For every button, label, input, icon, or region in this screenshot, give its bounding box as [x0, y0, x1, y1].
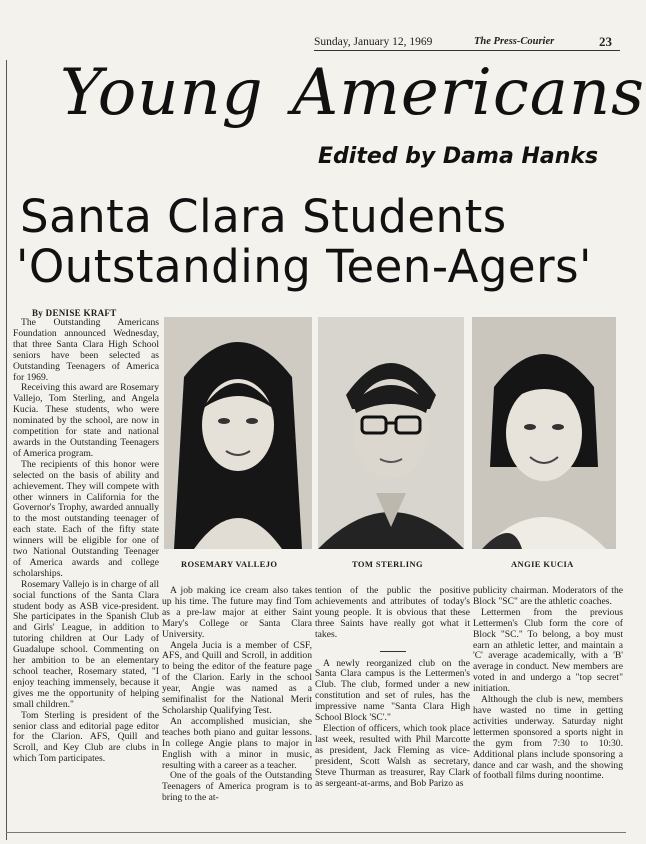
article-paragraph: An accomplished musician, she teaches both piano and guitar lessons. In college Angie plans to major in English with a minor in music, resulting with a career as a teacher.: [162, 715, 312, 771]
page-header-line: [314, 36, 620, 50]
page-number: 23: [599, 34, 612, 49]
portrait-photo-rosemary-vallejo: [164, 317, 312, 549]
article-byline: By DENISE KRAFT: [32, 308, 117, 318]
headline-line-2: 'Outstanding Teen-Agers': [16, 240, 592, 293]
masthead-word-americans: Americans: [292, 56, 645, 130]
bottom-rule: [6, 832, 626, 833]
column-rule: [6, 60, 7, 840]
issue-date: Sunday, January 12, 1969: [314, 36, 433, 48]
article-paragraph: The recipients of this honor were selected on the basis of ability and achievement. They will compete with other winners in California for the Governor's Trophy, awarded annually to the most outstanding teenager of each state. Each of the fifty state winners will be eligible for one of two National Outstanding Teenager of America awards and college scholarships.: [13, 458, 159, 579]
section-masthead: [60, 56, 645, 140]
newspaper-name: The Press-Courier: [474, 36, 555, 47]
article-column-2: [162, 586, 312, 804]
article-paragraph: The Outstanding Americans Foundation announced Wednesday, that three Santa Clara High School seniors have been selected as Outstanding Teenagers of America for 1969.: [13, 317, 159, 383]
article-paragraph: Although the club is new, members have wasted no time in getting activities underway. Saturday night lettermen sponsored a sports night in the gym from 7:30 to 10:30. Additional plans include sponsoring a dance and car wash, and the showing of football films during noontime.: [473, 694, 623, 782]
article-paragraph: Lettermen from the previous Lettermen's Club form the core of Block "SC." To belong, a boy must earn an athletic letter, and maintain a 'C' average academically, with a 'B' average in conduct. New members are voted in and undergo a "top secret" initiation.: [473, 606, 623, 695]
headline-line-1: Santa Clara Students: [20, 190, 507, 243]
portrait-photo-woman-icon: [164, 317, 312, 549]
article-paragraph: tention of the public the positive achievements and attributes of today's young people. It is obvious that these three Saints have really got what it takes.: [315, 585, 470, 640]
portrait-photo-man-glasses-icon: [318, 317, 464, 549]
article-paragraph: Angela Jucia is a member of CSF, AFS, and Quill and Scroll, in addition to being the editor of the feature page of the Clarion. Early in the school year, Angie was named as a semifinalist for the National Merit Scholarship Qualifying Test.: [162, 639, 312, 716]
article-paragraph: Election of officers, which took place last week, resulted with Phil Marcotte as president, Jack Fleming as vice-president, Scott Walsh as secretary, Steve Thurman as treasurer, Ray Clark as sergeant-at-arms, and Bob Parizo as: [315, 722, 470, 789]
article-column-3: [315, 586, 470, 789]
article-paragraph: One of the goals of the Outstanding Teenagers of America program is to bring to the at-: [162, 770, 312, 804]
photo-caption: ANGIE KUCIA: [511, 559, 574, 569]
section-editor-credit: Edited by Dama Hanks: [318, 144, 599, 169]
article-paragraph: Rosemary Vallejo is in charge of all social functions of the Santa Clara student body as ASB vice-president. She participates in the Spanish Club and Girls' League, in addition to tutoring children at Our Lady of Guadalupe school. Commenting on her ambition to be an elementary school teacher, Rosemary stated, "I enjoy teaching immensely, because it gives me the opportunity of helping small children.": [13, 578, 159, 710]
portrait-photo-angie-kucia: [472, 317, 616, 549]
article-paragraph: A job making ice cream also takes up his time. The future may find Tom as a pre-law major at either Saint Mary's College or Santa Clara University.: [162, 585, 312, 640]
article-paragraph: publicity chairman. Moderators of the Block "SC" are the athletic coaches.: [473, 585, 623, 607]
article-column-4: [473, 586, 623, 782]
masthead-word-young: Young: [60, 56, 264, 130]
article-column-1: [13, 318, 159, 765]
article-paragraph: Receiving this award are Rosemary Vallejo, Tom Sterling, and Angela Kucia. These students, who were nominated by the school, are now in competition for state and national awards in the Outstanding Teenagers of America program.: [13, 382, 159, 459]
header-divider: [314, 50, 620, 51]
article-paragraph: Tom Sterling is president of the senior class and editorial page editor for the Clarion. AFS, Quill and Scroll, and Key Club are clubs in which Tom participates.: [13, 709, 159, 765]
portrait-photo-woman-icon: [472, 317, 616, 549]
portrait-photo-tom-sterling: [318, 317, 464, 549]
article-paragraph: A newly reorganized club on the Santa Clara campus is the Lettermen's Club. The club, formed under a new constitution and set of rules, has the impressive name "Santa Clara High School Block 'SC'.": [315, 657, 470, 724]
story-separator: [380, 651, 406, 652]
photo-caption: ROSEMARY VALLEJO: [181, 559, 278, 569]
photo-caption: TOM STERLING: [352, 559, 424, 569]
